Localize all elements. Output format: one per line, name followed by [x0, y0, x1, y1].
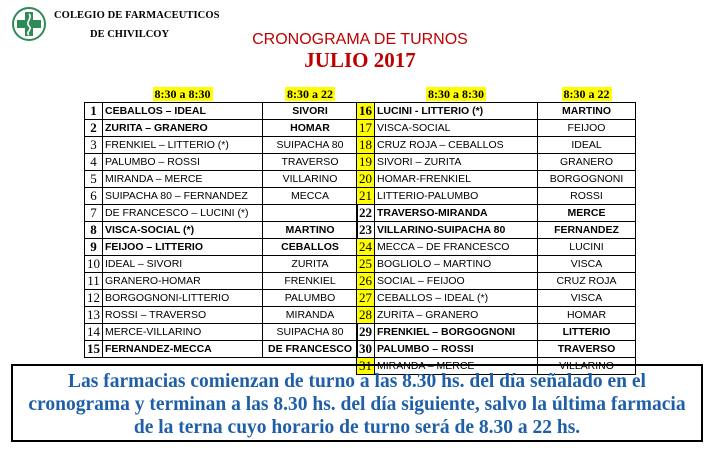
day-pharmacy: SUIPACHA 80: [263, 324, 358, 341]
day-number: 31: [357, 358, 375, 375]
org-name-line2: DE CHIVILCOY: [90, 29, 170, 40]
schedule-row: [85, 154, 358, 171]
night-pharmacies: CEBALLOS – IDEAL (*): [375, 290, 538, 307]
night-pharmacies: FRENKIEL – LITTERIO (*): [103, 137, 263, 154]
day-pharmacy: MECCA: [263, 188, 358, 205]
night-pharmacies: MERCE-VILLARINO: [103, 324, 263, 341]
night-pharmacies: BORGOGNONI-LITTERIO: [103, 290, 263, 307]
day-pharmacy: IDEAL: [538, 137, 636, 154]
schedule-row: [85, 188, 358, 205]
schedule-row: [85, 341, 358, 358]
day-pharmacy: ZURITA: [263, 256, 358, 273]
column-header-day-label: 8:30 a 22: [287, 86, 333, 101]
day-pharmacy: HOMAR: [263, 120, 358, 137]
night-pharmacies: ROSSI – TRAVERSO: [103, 307, 263, 324]
day-pharmacy: VILLARINO: [538, 358, 636, 375]
schedule-row: [357, 341, 636, 358]
day-number: 29: [357, 324, 375, 341]
day-pharmacy: SUIPACHA 80: [263, 137, 358, 154]
day-pharmacy: MERCE: [538, 205, 636, 222]
day-number: 6: [85, 188, 103, 205]
day-pharmacy: MIRANDA: [263, 307, 358, 324]
day-pharmacy: VISCA: [538, 290, 636, 307]
schedule-row: [85, 137, 358, 154]
day-number: 4: [85, 154, 103, 171]
day-pharmacy: VISCA: [538, 256, 636, 273]
day-pharmacy: SIVORI: [263, 103, 358, 120]
day-pharmacy: TRAVERSO: [263, 154, 358, 171]
day-pharmacy: LITTERIO: [538, 324, 636, 341]
day-pharmacy: VILLARINO: [263, 171, 358, 188]
day-pharmacy: MARTINO: [263, 222, 358, 239]
day-number: 20: [357, 171, 375, 188]
night-pharmacies: PALUMBO – ROSSI: [103, 154, 263, 171]
day-number: 19: [357, 154, 375, 171]
day-pharmacy: DE FRANCESCO: [263, 341, 358, 358]
day-number: 1: [85, 103, 103, 120]
night-pharmacies: LUCINI - LITTERIO (*): [375, 103, 538, 120]
night-pharmacies: SUIPACHA 80 – FERNANDEZ: [103, 188, 263, 205]
night-pharmacies: PALUMBO – ROSSI: [375, 341, 538, 358]
schedule-row: [85, 239, 358, 256]
day-number: 13: [85, 307, 103, 324]
column-header-day-label: 8:30 a 22: [563, 86, 610, 101]
blank-header: [85, 85, 103, 103]
day-number: 27: [357, 290, 375, 307]
day-pharmacy: CRUZ ROJA: [538, 273, 636, 290]
day-number: 17: [357, 120, 375, 137]
schedule-row: [357, 188, 636, 205]
day-pharmacy: FEIJOO: [538, 120, 636, 137]
schedule-row: [357, 120, 636, 137]
notice-text: Las farmacias comienzan de turno a las 8.30 hs. del día señalado en el cronograma y terminan a las 8.30 hs. del día siguiente, salvo la última farmacia de la terna cuyo horario de turno será de 8.30 a 22 hs.: [28, 371, 686, 438]
schedule-row: [357, 103, 636, 120]
day-pharmacy: LUCINI: [538, 239, 636, 256]
night-pharmacies: HOMAR-FRENKIEL: [375, 171, 538, 188]
night-pharmacies: FEIJOO – LITTERIO: [103, 239, 263, 256]
schedule-row: [357, 137, 636, 154]
day-pharmacy: FRENKIEL: [263, 273, 358, 290]
night-pharmacies: IDEAL – SIVORI: [103, 256, 263, 273]
schedule-row: [85, 120, 358, 137]
night-pharmacies: CEBALLOS – IDEAL: [103, 103, 263, 120]
schedule-row: [85, 171, 358, 188]
schedule-row: [357, 239, 636, 256]
column-header-24h: [375, 85, 538, 103]
day-number: 14: [85, 324, 103, 341]
column-header-24h-label: 8:30 a 8:30: [428, 86, 484, 101]
schedule-row: [85, 256, 358, 273]
schedule-row: [357, 205, 636, 222]
night-pharmacies: MIRANDA – MERCE: [103, 171, 263, 188]
night-pharmacies: SIVORI – ZURITA: [375, 154, 538, 171]
schedule-row: [85, 222, 358, 239]
org-name-line1: COLEGIO DE FARMACEUTICOS: [54, 10, 220, 21]
day-pharmacy: MARTINO: [538, 103, 636, 120]
day-pharmacy: CEBALLOS: [263, 239, 358, 256]
page-title: CRONOGRAMA DE TURNOS: [252, 31, 468, 48]
schedule-row: [357, 290, 636, 307]
day-number: 7: [85, 205, 103, 222]
night-pharmacies: LITTERIO-PALUMBO: [375, 188, 538, 205]
day-pharmacy: BORGOGNONI: [538, 171, 636, 188]
day-number: 23: [357, 222, 375, 239]
day-pharmacy: FERNANDEZ: [538, 222, 636, 239]
day-number: 24: [357, 239, 375, 256]
night-pharmacies: SOCIAL – FEIJOO: [375, 273, 538, 290]
day-number: 12: [85, 290, 103, 307]
day-number: 18: [357, 137, 375, 154]
night-pharmacies: ZURITA – GRANERO: [375, 307, 538, 324]
day-number: 26: [357, 273, 375, 290]
night-pharmacies: DE FRANCESCO – LUCINI (*): [103, 205, 263, 222]
column-header-24h: [103, 85, 263, 103]
schedule-row: [357, 154, 636, 171]
night-pharmacies: VILLARINO-SUIPACHA 80: [375, 222, 538, 239]
schedule-table-left: [84, 85, 358, 358]
night-pharmacies: TRAVERSO-MIRANDA: [375, 205, 538, 222]
night-pharmacies: VISCA-SOCIAL (*): [103, 222, 263, 239]
day-pharmacy: GRANERO: [538, 154, 636, 171]
night-pharmacies: MECCA – DE FRANCESCO: [375, 239, 538, 256]
schedule-row: [85, 103, 358, 120]
day-pharmacy: ROSSI: [538, 188, 636, 205]
day-number: 15: [85, 341, 103, 358]
day-number: 8: [85, 222, 103, 239]
day-number: 9: [85, 239, 103, 256]
schedule-row: [357, 273, 636, 290]
column-header-day: [263, 85, 358, 103]
night-pharmacies: CRUZ ROJA – CEBALLOS: [375, 137, 538, 154]
day-number: 22: [357, 205, 375, 222]
day-pharmacy: PALUMBO: [263, 290, 358, 307]
schedule-row: [85, 290, 358, 307]
notice-box: [11, 364, 703, 442]
schedule-row: [85, 324, 358, 341]
night-pharmacies: FERNANDEZ-MECCA: [103, 341, 263, 358]
night-pharmacies: MIRANDA – MERCE: [375, 358, 538, 375]
column-header-24h-label: 8:30 a 8:30: [154, 86, 211, 101]
schedule-table-right: [356, 85, 636, 375]
day-number: 30: [357, 341, 375, 358]
night-pharmacies: VISCA-SOCIAL: [375, 120, 538, 137]
night-pharmacies: BOGLIOLO – MARTINO: [375, 256, 538, 273]
schedule-row: [357, 324, 636, 341]
day-number: 2: [85, 120, 103, 137]
day-number: 10: [85, 256, 103, 273]
blank-header: [357, 85, 375, 103]
day-number: 21: [357, 188, 375, 205]
day-number: 25: [357, 256, 375, 273]
day-number: 5: [85, 171, 103, 188]
column-header-day: [538, 85, 636, 103]
day-number: 11: [85, 273, 103, 290]
day-number: 28: [357, 307, 375, 324]
schedule-row: [357, 222, 636, 239]
schedule-row: [85, 205, 358, 222]
day-pharmacy: TRAVERSO: [538, 341, 636, 358]
night-pharmacies: FRENKIEL – BORGOGNONI: [375, 324, 538, 341]
night-pharmacies: ZURITA – GRANERO: [103, 120, 263, 137]
schedule-row: [357, 171, 636, 188]
day-number: 3: [85, 137, 103, 154]
day-pharmacy: HOMAR: [538, 307, 636, 324]
night-pharmacies: GRANERO-HOMAR: [103, 273, 263, 290]
schedule-row: [357, 256, 636, 273]
day-number: 16: [357, 103, 375, 120]
day-pharmacy: [263, 205, 358, 222]
month-title: JULIO 2017: [304, 48, 416, 72]
schedule-row: [357, 307, 636, 324]
schedule-row: [85, 307, 358, 324]
schedule-row: [85, 273, 358, 290]
